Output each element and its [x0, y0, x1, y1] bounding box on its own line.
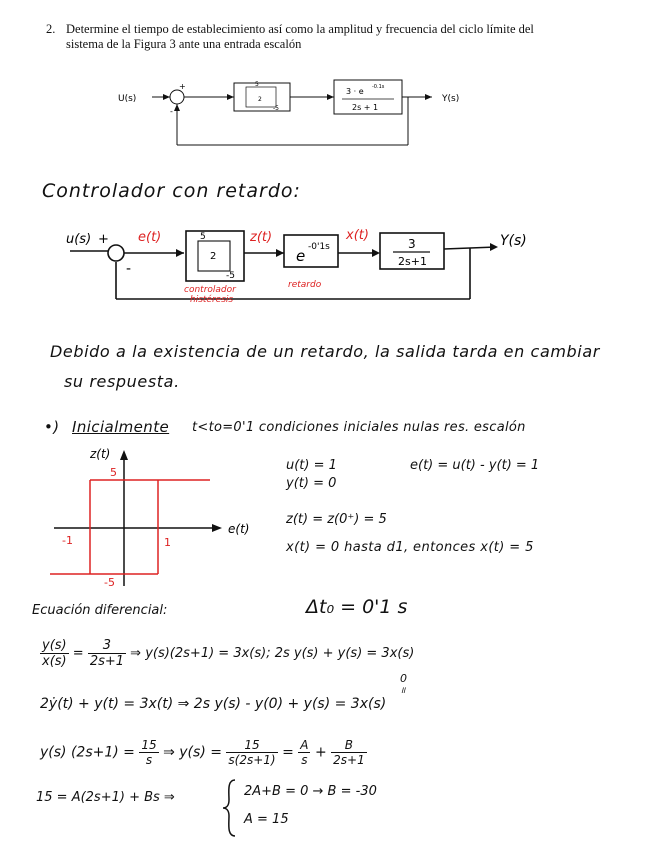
eq-z: z(t) = z(0⁺) = 5: [286, 512, 387, 527]
printed-plus: +: [179, 82, 186, 91]
line-c-fraction-2: $\frac{15}{s(2s+1)}$: [228, 738, 276, 767]
eq-y: y(t) = 0: [286, 476, 337, 491]
printed-minus: -: [170, 107, 173, 116]
graph-xlabel: e(t): [228, 522, 250, 536]
hand-relay-caption-2: histéresis: [190, 295, 234, 305]
line-a-lhs-fraction: $\frac{y(s)}{x(s)}$: [42, 638, 67, 669]
hand-delay-base: e: [296, 247, 306, 265]
hand-relay-caption-1: controlador: [184, 285, 236, 295]
hand-minus: -: [126, 261, 132, 277]
line-c-fraction-3: $\frac{A}{s}$: [300, 738, 309, 767]
eq-x: x(t) = 0 hasta d1, entonces x(t) = 5: [286, 540, 534, 555]
para-line-2: su respuesta.: [64, 372, 180, 391]
graph-y-top: 5: [110, 466, 117, 479]
hand-tf-num: 3: [408, 237, 416, 251]
graph-x-left: -1: [62, 534, 73, 547]
hand-y-label: Y(s): [500, 233, 527, 249]
line-b: 2ẏ(t) + y(t) = 3x(t) ⇒ 2s y(s) - y(0) + y(s) = 3x(s): [40, 696, 387, 712]
line-d-system-2: A = 15: [244, 812, 289, 827]
printed-output-label: Y(s): [442, 94, 460, 104]
printed-tf-exp: -0.1s: [372, 84, 385, 90]
line-c-fraction-1: $\frac{15}{s}$: [141, 738, 157, 767]
graph-x-right: 1: [164, 536, 171, 549]
line-d-lhs: 15 = A(2s+1) + Bs ⇒: [36, 790, 175, 805]
printed-input-label: U(s): [118, 94, 137, 104]
hand-plus: +: [98, 232, 109, 247]
line-b-zero: 0: [400, 672, 407, 685]
hand-u-label: u(s): [66, 232, 92, 247]
line-d-system-1: 2A+B = 0 → B = -30: [244, 784, 377, 799]
printed-block-diagram: [0, 0, 656, 160]
eq-e: e(t) = u(t) - y(t) = 1: [410, 458, 540, 473]
para-line-1: Debido a la existencia de un retardo, la salida tarda en cambiar: [50, 342, 600, 361]
hand-relay-top: 5: [200, 232, 206, 242]
section-condition: t<to=0'1 condiciones iniciales nulas res. escalón: [192, 420, 526, 435]
printed-tf-den: 2s + 1: [352, 103, 379, 112]
line-c-fraction-4: $\frac{B}{2s+1}$: [333, 738, 365, 767]
printed-tf-num: 3 · e: [346, 87, 364, 96]
section-bullet: •): [44, 418, 60, 436]
system-brace: [222, 778, 238, 838]
problem-line-2: sistema de la Figura 3 ante una entrada escalón: [66, 37, 302, 51]
graph-ylabel: z(t): [90, 447, 111, 461]
hand-z-label: z(t): [250, 230, 273, 245]
notes-heading: Controlador con retardo:: [42, 180, 301, 202]
line-a: $\frac{y(s)}{x(s)}$ = $\frac{3}{2s+1}$ ⇒ y(s)(2s+1) = 3x(s); 2s y(s) + y(s) = 3x(s): [42, 638, 415, 669]
hand-relay-bottom: -5: [226, 271, 235, 281]
hand-delay-caption: retardo: [288, 280, 322, 290]
delta-t: Δt₀ = 0'1 s: [306, 596, 408, 618]
eq-u: u(t) = 1: [286, 458, 337, 473]
diff-eq-label: Ecuación diferencial:: [32, 603, 168, 618]
graph-y-bottom: -5: [104, 576, 115, 589]
line-c: y(s) (2s+1) = $\frac{15}{s}$ ⇒ y(s) = $\frac{15}{s(2s+1)}$ = $\frac{A}{s}$ + $\frac{B}{2s+1}$: [40, 738, 365, 767]
hand-delay-exp: -0'1s: [308, 242, 330, 252]
hysteresis-graph: [40, 446, 250, 594]
hand-relay-inner: 2: [210, 251, 217, 262]
printed-relay-bottom: -5: [273, 105, 279, 112]
hand-tf-den: 2s+1: [398, 255, 427, 268]
hand-e-label: e(t): [138, 230, 162, 245]
printed-relay-inner: 2: [258, 96, 262, 103]
problem-number: 2.: [46, 22, 56, 36]
section-title: Inicialmente: [72, 418, 170, 436]
line-a-rhs-fraction: $\frac{3}{2s+1}$: [89, 638, 125, 669]
printed-relay-top: 5: [255, 81, 259, 88]
hand-x-label: x(t): [346, 228, 369, 243]
problem-line-1: Determine el tiempo de establecimiento así como la amplitud y frecuencia del ciclo límite del: [66, 22, 534, 36]
hand-block-diagram: [0, 215, 656, 315]
line-b-bar: ॥: [400, 686, 406, 696]
